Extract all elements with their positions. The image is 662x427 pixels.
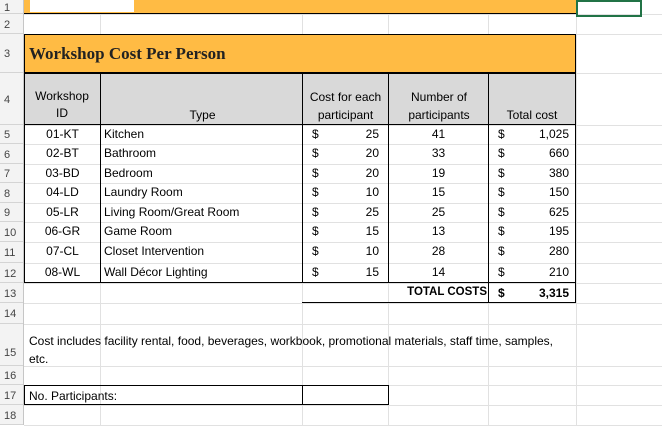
cell-workshop-id[interactable] <box>24 164 101 183</box>
total-currency: $ <box>498 205 505 219</box>
cell-cost[interactable] <box>302 263 389 283</box>
cost-currency: $ <box>312 205 319 219</box>
header-number-label: Number of participants <box>408 90 470 122</box>
header-workshop-id[interactable] <box>24 73 101 125</box>
workshop-type: Wall Décor Lighting <box>104 265 208 279</box>
cell-type[interactable] <box>100 183 303 203</box>
row-number[interactable]: 15 <box>0 324 23 366</box>
workshop-id: 03-BD <box>45 166 80 180</box>
workshop-id: 02-BT <box>46 146 79 160</box>
workshop-type: Closet Intervention <box>104 244 205 258</box>
cost-currency: $ <box>312 265 319 279</box>
cell-participants[interactable] <box>388 183 489 203</box>
total-currency: $ <box>498 146 505 160</box>
cost-value: 15 <box>365 265 379 279</box>
gridline <box>576 0 577 425</box>
cell-participants[interactable] <box>388 222 489 242</box>
cost-value: 10 <box>365 185 379 199</box>
participants-value: 33 <box>431 146 446 160</box>
sheet-title: Workshop Cost Per Person <box>29 44 226 63</box>
total-value: 280 <box>548 244 569 258</box>
cell-type[interactable] <box>100 164 303 183</box>
row-number[interactable]: 11 <box>0 242 23 263</box>
gridline <box>24 14 662 15</box>
row-number[interactable]: 4 <box>0 73 23 125</box>
cell-workshop-id[interactable] <box>24 203 101 222</box>
header-number[interactable] <box>388 73 489 125</box>
totals-label: TOTAL COSTS <box>407 286 487 298</box>
gridline <box>24 425 662 426</box>
workshop-type: Laundry Room <box>104 185 183 199</box>
row-number[interactable]: 2 <box>0 14 23 34</box>
totals-value-cell[interactable] <box>488 283 576 303</box>
cell-cost[interactable] <box>302 144 389 164</box>
participants-label-cell[interactable] <box>24 385 303 405</box>
cell-workshop-id[interactable] <box>24 263 101 283</box>
cell-total[interactable] <box>488 164 576 183</box>
cell-type[interactable] <box>100 263 303 283</box>
cell-participants[interactable] <box>388 263 489 283</box>
cost-value: 15 <box>365 224 379 238</box>
row-number[interactable]: 13 <box>0 283 23 303</box>
total-currency: $ <box>498 244 505 258</box>
workshop-type: Kitchen <box>104 127 145 141</box>
participants-value: 41 <box>431 127 446 141</box>
participants-value: 14 <box>431 265 446 279</box>
cell-total[interactable] <box>488 242 576 263</box>
cell-participants[interactable] <box>388 203 489 222</box>
row-number[interactable]: 16 <box>0 366 23 385</box>
cost-currency: $ <box>312 224 319 238</box>
cell-participants[interactable] <box>388 144 489 164</box>
participants-value: 15 <box>431 185 446 199</box>
cell-cost[interactable] <box>302 164 389 183</box>
title-cell[interactable] <box>24 34 576 73</box>
workshop-id: 05-LR <box>46 205 79 219</box>
header-total[interactable] <box>488 73 576 125</box>
active-cell-selection[interactable] <box>576 0 642 17</box>
cell-total[interactable] <box>488 125 576 144</box>
participants-value: 28 <box>431 244 446 258</box>
gridline <box>24 366 662 367</box>
cost-value: 20 <box>365 166 379 180</box>
row-number[interactable]: 7 <box>0 164 23 183</box>
cell-type[interactable] <box>100 203 303 222</box>
row-number[interactable]: 3 <box>0 34 23 73</box>
cell-participants[interactable] <box>388 242 489 263</box>
participants-value: 13 <box>431 224 446 238</box>
header-type-label: Type <box>189 108 216 122</box>
row-number[interactable]: 9 <box>0 203 23 222</box>
gridline <box>24 405 662 406</box>
total-value: 625 <box>548 205 569 219</box>
header-cost[interactable] <box>302 73 389 125</box>
cell-total[interactable] <box>488 203 576 222</box>
cost-value: 25 <box>365 127 379 141</box>
cost-currency: $ <box>312 146 319 160</box>
total-currency: $ <box>498 127 505 141</box>
cell-workshop-id[interactable] <box>24 125 101 144</box>
header-id-label: Workshop ID <box>35 89 89 120</box>
row-number[interactable]: 1 <box>0 0 23 14</box>
cost-currency: $ <box>312 166 319 180</box>
totals-currency: $ <box>498 286 505 300</box>
totals-value: 3,315 <box>538 286 569 300</box>
header-type[interactable] <box>100 73 303 125</box>
cell-type[interactable] <box>100 222 303 242</box>
participants-value: 25 <box>431 205 446 219</box>
cell-cost[interactable] <box>302 125 389 144</box>
row-number[interactable]: 12 <box>0 263 23 283</box>
cell-cost[interactable] <box>302 203 389 222</box>
logo-image <box>30 0 134 12</box>
cell-participants[interactable] <box>388 125 489 144</box>
cell-cost[interactable] <box>302 242 389 263</box>
cost-currency: $ <box>312 185 319 199</box>
cost-note: Cost includes facility rental, food, beverages, workbook, promotional materials, staff time, samples, etc. <box>29 334 554 366</box>
total-value: 1,025 <box>538 127 569 141</box>
row-number[interactable]: 5 <box>0 125 23 144</box>
gridline <box>24 303 662 304</box>
cell-type[interactable] <box>100 125 303 144</box>
cost-value: 10 <box>365 244 379 258</box>
cell-total[interactable] <box>488 183 576 203</box>
cell-workshop-id[interactable] <box>24 222 101 242</box>
cell-total[interactable] <box>488 144 576 164</box>
cost-value: 25 <box>365 205 379 219</box>
workshop-id: 07-CL <box>46 244 79 258</box>
cost-currency: $ <box>312 127 319 141</box>
cost-currency: $ <box>312 244 319 258</box>
cell-workshop-id[interactable] <box>24 144 101 164</box>
total-currency: $ <box>498 185 505 199</box>
participants-value: 19 <box>431 166 446 180</box>
workshop-type: Bedroom <box>104 166 153 180</box>
row-number[interactable]: 14 <box>0 303 23 324</box>
header-total-label: Total cost <box>506 108 558 122</box>
row-number[interactable]: 8 <box>0 183 23 203</box>
workshop-id: 06-GR <box>44 224 81 238</box>
participants-input-cell[interactable] <box>302 385 389 405</box>
cell-type[interactable] <box>100 242 303 263</box>
workshop-type: Bathroom <box>104 146 157 160</box>
cell-cost[interactable] <box>302 183 389 203</box>
cell-total[interactable] <box>488 222 576 242</box>
cell-type[interactable] <box>100 144 303 164</box>
row-number[interactable]: 10 <box>0 222 23 242</box>
workshop-id: 04-LD <box>46 185 79 199</box>
row-number[interactable]: 17 <box>0 385 23 405</box>
cell-workshop-id[interactable] <box>24 183 101 203</box>
workshop-id: 08-WL <box>44 265 81 279</box>
participants-label: No. Participants: <box>29 389 118 403</box>
workshop-type: Living Room/Great Room <box>104 205 240 219</box>
total-currency: $ <box>498 265 505 279</box>
header-cost-label: Cost for each participant <box>309 90 382 122</box>
total-value: 210 <box>548 265 569 279</box>
total-currency: $ <box>498 224 505 238</box>
workshop-type: Game Room <box>104 224 173 238</box>
total-currency: $ <box>498 166 505 180</box>
note-cell[interactable] <box>24 324 576 366</box>
workshop-id: 01-KT <box>46 127 79 141</box>
row-number[interactable]: 18 <box>0 405 23 425</box>
total-value: 150 <box>548 185 569 199</box>
total-value: 380 <box>548 166 569 180</box>
total-value: 195 <box>548 224 569 238</box>
totals-label-cell[interactable] <box>302 283 489 303</box>
cell-workshop-id[interactable] <box>24 242 101 263</box>
cost-value: 20 <box>365 146 379 160</box>
cell-participants[interactable] <box>388 164 489 183</box>
cell-cost[interactable] <box>302 222 389 242</box>
cell-total[interactable] <box>488 263 576 283</box>
row-number[interactable]: 6 <box>0 144 23 164</box>
total-value: 660 <box>548 146 569 160</box>
